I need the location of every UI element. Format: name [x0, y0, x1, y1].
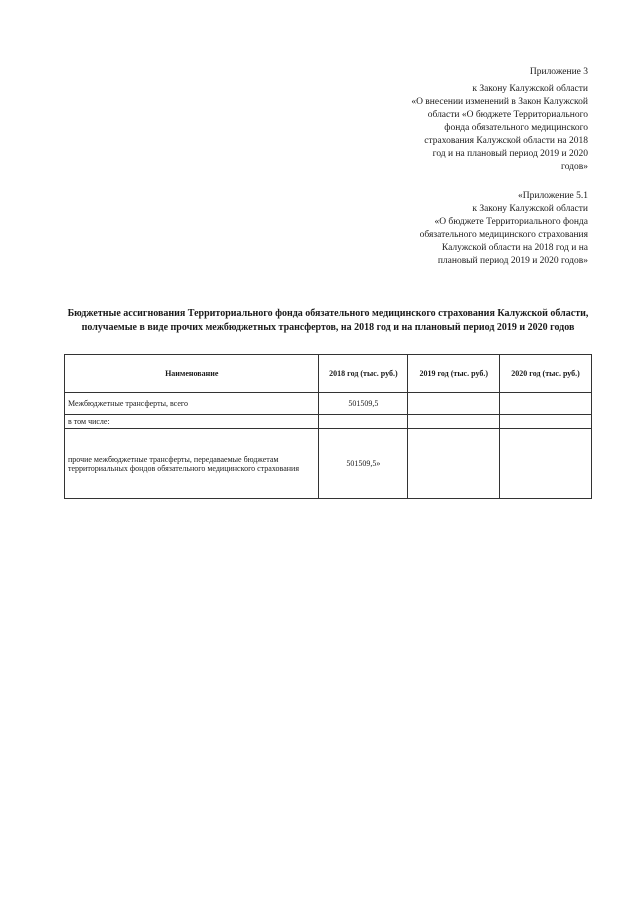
cell-name: в том числе:	[65, 415, 319, 429]
title-line-1: Бюджетные ассигнования Территориального фонда обязательного медицинского страхования Калужской области,	[67, 308, 589, 319]
annex-line: страхования Калужской области на 2018	[424, 136, 588, 146]
cell-2020	[500, 429, 592, 499]
annex-amendment-block	[400, 66, 588, 174]
title-line-2: получаемые в виде прочих межбюджетных трансфертов, на 2018 год и на плановый период 2019 и 2020 годов	[81, 322, 575, 333]
annex-line: обязательного медицинского страхования	[419, 230, 588, 240]
cell-2018: 501509,5»	[319, 429, 408, 499]
annex-line: плановый период 2019 и 2020 годов»	[437, 256, 588, 266]
header-2018: 2018 год (тыс. руб.)	[319, 355, 408, 393]
annex-line: годов»	[561, 162, 588, 172]
annex-line: фонда обязательного медицинского	[444, 123, 588, 133]
annex-line: Калужской области на 2018 год и на	[441, 243, 588, 253]
cell-name: прочие межбюджетные трансферты, передаваемые бюджетам территориальных фондов обязательного медицинского страхования	[65, 429, 319, 499]
cell-2019	[408, 415, 500, 429]
cell-2019	[408, 429, 500, 499]
table-row	[65, 429, 592, 499]
allocations-table	[64, 354, 592, 499]
table-row	[65, 393, 592, 415]
table-header-row	[65, 355, 592, 393]
header-2020: 2020 год (тыс. руб.)	[500, 355, 592, 393]
header-name: Наименование	[65, 355, 319, 393]
cell-2018	[319, 415, 408, 429]
annex-line: к Закону Калужской области	[472, 84, 588, 94]
cell-name: Межбюджетные трансферты, всего	[65, 393, 319, 415]
annex-line: «Приложение 5.1	[518, 191, 588, 201]
table-row	[65, 415, 592, 429]
cell-2020	[500, 415, 592, 429]
cell-2019	[408, 393, 500, 415]
annex-line: «О внесении изменений в Закон Калужской	[411, 97, 588, 107]
annex-base-block	[400, 190, 588, 268]
annex-line: к Закону Калужской области	[472, 204, 588, 214]
document-title	[60, 307, 596, 335]
header-2019: 2019 год (тыс. руб.)	[408, 355, 500, 393]
cell-2020	[500, 393, 592, 415]
annex-line: год и на плановый период 2019 и 2020	[432, 149, 588, 159]
annex-line: «О бюджете Территориального фонда	[434, 217, 588, 227]
annex-label: Приложение 3	[529, 67, 588, 77]
cell-2018: 501509,5	[319, 393, 408, 415]
annex-line: области «О бюджете Территориального	[427, 110, 588, 120]
